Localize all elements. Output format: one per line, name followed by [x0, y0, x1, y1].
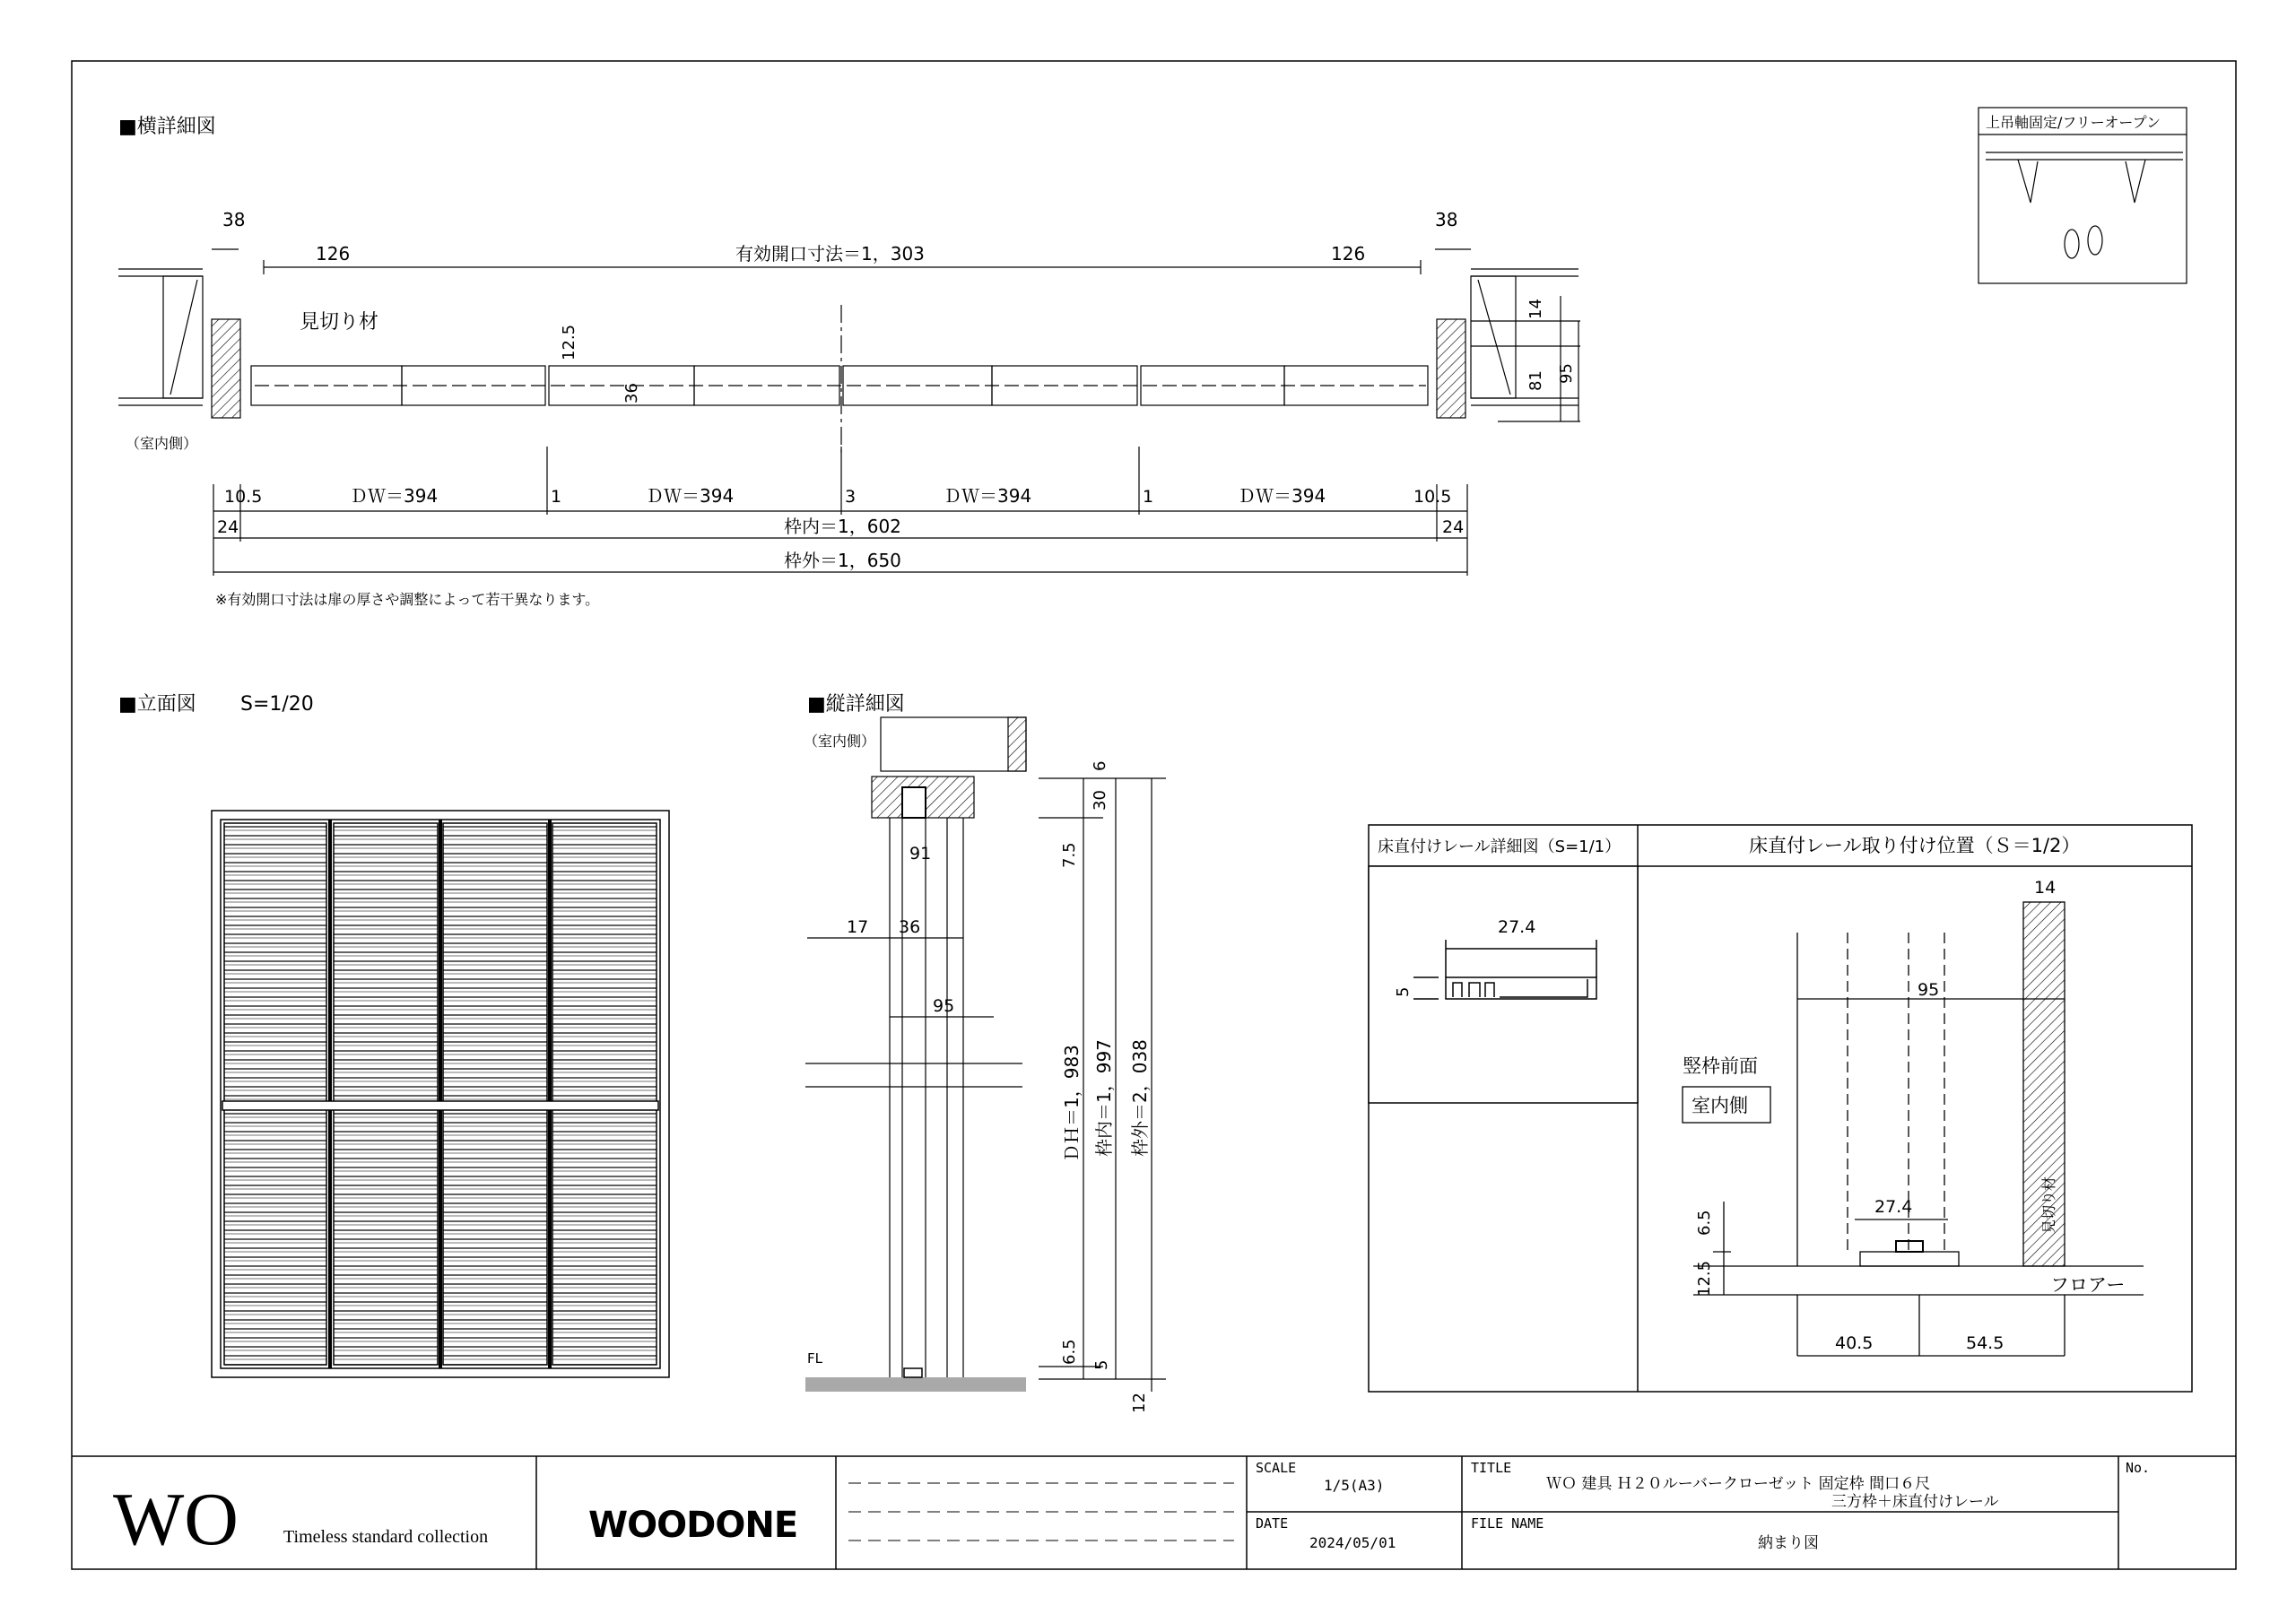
gap-between-3: 1 [1143, 487, 1154, 507]
v-dim-dh: ＤＨ＝1，983 [1061, 1045, 1083, 1162]
rp-dim-54-5: 54.5 [1966, 1333, 2005, 1353]
frame-outer-dim: 枠外＝1，650 [784, 550, 901, 571]
louver-panel-1 [224, 823, 326, 1365]
horizontal-section-title: ■横詳細図 [118, 116, 216, 138]
gap-between-1: 1 [551, 487, 562, 507]
vertical-section-title: ■縦詳細図 [807, 693, 905, 716]
dim-38-right: 38 [1435, 209, 1458, 230]
v-dim-91: 91 [909, 844, 932, 864]
title-line-1: ＷＯ 建具 Ｈ２０ルーバークローゼット 固定枠 間口６尺 [1546, 1475, 1931, 1493]
legend-box [1979, 108, 2187, 283]
louver-panel-3 [443, 823, 547, 1365]
legend-title: 上吊軸固定/フリーオープン [1986, 114, 2161, 131]
rp-dim-14: 14 [2034, 878, 2057, 898]
rp-dim-6-5: 6.5 [1695, 1210, 1714, 1236]
rp-dim-12-5: 12.5 [1695, 1260, 1714, 1297]
v-dim-6-5: 6.5 [1060, 1339, 1079, 1365]
elevation-view [212, 811, 669, 1377]
dw-label-2: ＤＷ＝394 [646, 485, 735, 507]
scale-value: 1/5(A3) [1324, 1477, 1385, 1494]
room-side-label: （室内側） [126, 435, 198, 452]
frame-inner-dim: 枠内＝1，602 [784, 516, 901, 537]
v-dim-5: 5 [1092, 1359, 1111, 1370]
brand-tagline: Timeless standard collection [283, 1527, 489, 1547]
rp-mikiri: 見切り材 [2040, 1176, 2057, 1234]
louver-panel-2 [334, 823, 438, 1365]
rail-position-title: 床直付レール取り付け位置（Ｓ＝1/2） [1749, 835, 2081, 856]
rp-room-side: 室内側 [1692, 1095, 1748, 1116]
fl-label: FL [807, 1350, 822, 1367]
dim-14: 14 [1526, 299, 1545, 319]
v-dim-36: 36 [899, 917, 921, 937]
file-name-label: FILE NAME [1471, 1515, 1544, 1532]
dim-12-5: 12.5 [560, 324, 578, 360]
v-dim-12: 12 [1130, 1393, 1149, 1413]
effective-opening-dim: 有効開口寸法＝1，303 [735, 243, 925, 265]
v-dim-frame-outer: 枠外＝2，038 [1129, 1039, 1151, 1157]
v-dim-frame-inner: 枠内＝1，997 [1093, 1039, 1115, 1157]
v-dim-95: 95 [933, 996, 955, 1016]
mikiri-label: 見切り材 [300, 311, 379, 334]
company-logo: WOODONE [588, 1505, 798, 1546]
date-value: 2024/05/01 [1309, 1534, 1396, 1551]
dim-24-left: 24 [217, 517, 239, 537]
dw-label-3: ＤＷ＝394 [944, 485, 1032, 507]
dim-95: 95 [1557, 363, 1576, 384]
dim-81: 81 [1526, 370, 1545, 391]
louver-panel-4 [552, 823, 657, 1365]
gap-right: 10.5 [1413, 487, 1452, 507]
dw-label-1: ＤＷ＝394 [350, 485, 439, 507]
rp-front-label: 竪枠前面 [1683, 1055, 1758, 1077]
opening-note: ※有効開口寸法は扉の厚さや調整によって若干異なります。 [215, 591, 600, 608]
elevation-scale: S=1/20 [240, 693, 314, 716]
elevation-section-title: ■立面図 [118, 693, 196, 716]
rp-dim-27-4: 27.4 [1874, 1197, 1913, 1217]
v-dim-7-5: 7.5 [1060, 842, 1079, 868]
dw-label-4: ＤＷ＝394 [1238, 485, 1326, 507]
rp-floor: フロアー [2050, 1274, 2126, 1296]
rp-dim-40-5: 40.5 [1835, 1333, 1874, 1353]
scale-label: SCALE [1256, 1460, 1297, 1476]
rail-dim-27-4: 27.4 [1498, 917, 1536, 937]
brand-logo: WO [113, 1478, 239, 1561]
dim-38-left: 38 [222, 209, 246, 230]
rail-detail-title: 床直付けレール詳細図（S=1/1） [1378, 838, 1622, 856]
date-label: DATE [1256, 1515, 1289, 1532]
dim-24-right: 24 [1442, 517, 1465, 537]
rail-dim-5: 5 [1394, 986, 1413, 997]
title-block [72, 1456, 2236, 1569]
rp-dim-95: 95 [1918, 980, 1940, 1000]
rail-table [1369, 825, 2192, 1392]
title-line-2: 三方枠＋床直付けレール [1831, 1493, 1999, 1511]
dim-126-right: 126 [1331, 243, 1366, 265]
v-dim-17: 17 [847, 917, 869, 937]
number-label: No. [2126, 1460, 2151, 1476]
gap-between-2: 3 [845, 487, 857, 507]
file-name-value: 納まり図 [1758, 1534, 1819, 1552]
dim-36: 36 [622, 383, 641, 404]
v-dim-30: 30 [1091, 790, 1109, 811]
vertical-room-side: （室内側） [804, 733, 876, 750]
v-dim-6: 6 [1091, 760, 1109, 771]
title-label: TITLE [1471, 1460, 1512, 1476]
gap-left: 10.5 [224, 487, 263, 507]
dim-126-left: 126 [316, 243, 351, 265]
